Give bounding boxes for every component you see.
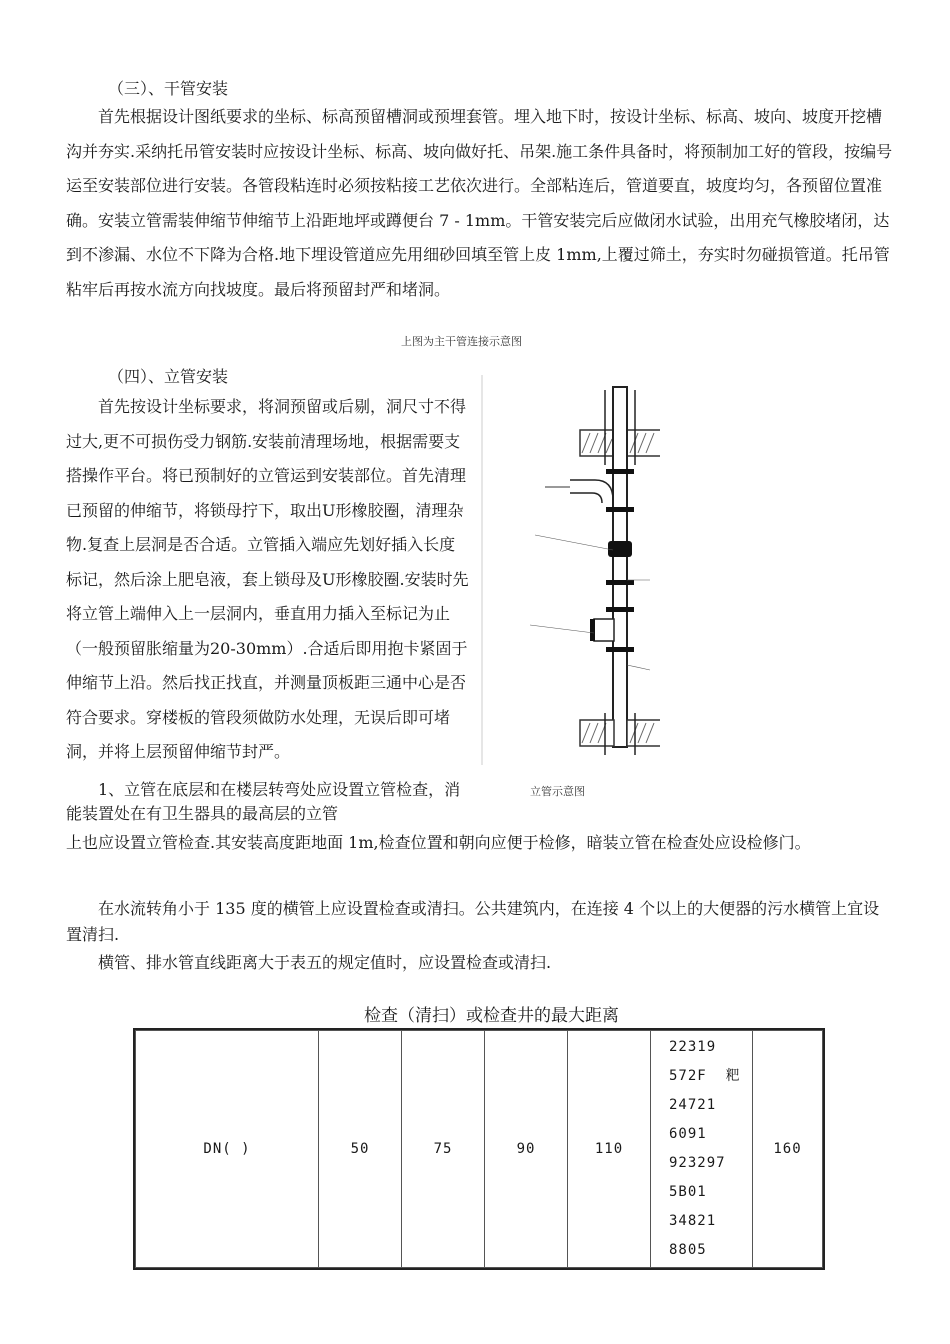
table-cell-75: 75 <box>402 1031 485 1268</box>
mixed-line: 8805 <box>669 1242 707 1258</box>
mixed-line: 5B01 <box>669 1184 707 1200</box>
table-row <box>136 1031 823 1268</box>
table-cell-label: DN( ) <box>136 1031 319 1268</box>
section4-figure-caption: 立管示意图 <box>530 785 585 798</box>
mixed-line: 6091 <box>669 1126 707 1142</box>
table-cell-110: 110 <box>568 1031 651 1268</box>
para-distance: 横管、排水管直线距离大于表五的规定值时，应设置检查或清扫. <box>98 953 552 972</box>
para-135: 在水流转角小于 135 度的横管上应设置检查或清扫。公共建筑内，在连接 4 个以上的大便器的污水横管上宜设置清扫. <box>66 899 880 944</box>
mixed-line: 572F 粑 <box>669 1068 741 1084</box>
mixed-line: 923297 <box>669 1155 726 1171</box>
table-caption: 检查（清扫）或检查井的最大距离 <box>364 1006 619 1026</box>
table-cell-160: 160 <box>753 1031 823 1268</box>
section3-figure-caption: 上图为主干管连接示意图 <box>401 335 522 348</box>
expansion-joint <box>608 541 632 557</box>
mixed-line: 34821 <box>669 1213 717 1229</box>
section3-paragraph: 首先根据设计图纸要求的坐标、标高预留槽洞或预埋套管。埋入地下时，按设计坐标、标高、坡向、坡度开挖槽沟并夯实.采纳托吊管安装时应按设计坐标、标高、坡向做好托、吊架.施工条件具备时，将预制加工好的管段，按编号运至安装部位进行安装。各管段粘连时必须按粘接工艺依次进行。全部粘连后，管道要直，坡度均匀，各预留位置准确。安装立管需装伸缩节伸缩节上沿距地坪或蹲便台 7 - 1mm。干管安装完后应做闭水试验，出用充气橡胶堵闭，达到不渗漏、水位不下降为合格.地下埋设管道应先用细砂回填至管上皮 1mm,上覆过筛土，夯实时勿碰损管道。托吊管粘牢后再按水流方向找坡度。最后将预留封严和堵洞。 <box>66 107 893 299</box>
mixed-line: 22319 <box>669 1039 717 1055</box>
section4-heading: （四）、立管安装 <box>108 367 229 386</box>
section3-heading: （三）、干管安装 <box>108 79 229 98</box>
riser-pipe-diagram <box>480 375 660 765</box>
item1-text-part1: 1、立管在底层和在楼层转弯处应设置立管检查，消能装置处在有卫生器具的最高层的立管 <box>66 780 461 823</box>
max-distance-table <box>133 1028 825 1270</box>
section4-paragraph: 首先按设计坐标要求，将洞预留或后剔，洞尺寸不得过大,更不可损伤受力钢筋.安装前清理场地，根据需要支搭操作平台。将已预制好的立管运到安装部位。首先清理已预留的伸缩节，将锁母拧下，取出U形橡胶圈，清理杂物.复查上层洞是否合适。立管插入端应先划好插入长度标记，然后涂上肥皂液，套上锁母及U形橡胶圈.安装时先将立管上端伸入上一层洞内，垂直用力插入至标记为止（一般预留胀缩量为20-30mm）.合适后即用抱卡紧固于伸缩节上沿。然后找正找直，并测量顶板距三通中心是否符合要求。穿楼板的管段须做防水处理，无误后即可堵洞，并将上层预留伸缩节封严。 <box>66 397 469 761</box>
table-cell-90: 90 <box>485 1031 568 1268</box>
item1-text-part2: 上也应设置立管检查.其安装高度距地面 1m,检查位置和朝向应便于检修，暗装立管在检查处应设检修门。 <box>66 833 811 852</box>
table-cell-50: 50 <box>319 1031 402 1268</box>
table-cell-mixed <box>651 1031 753 1268</box>
mixed-line: 24721 <box>669 1097 717 1113</box>
